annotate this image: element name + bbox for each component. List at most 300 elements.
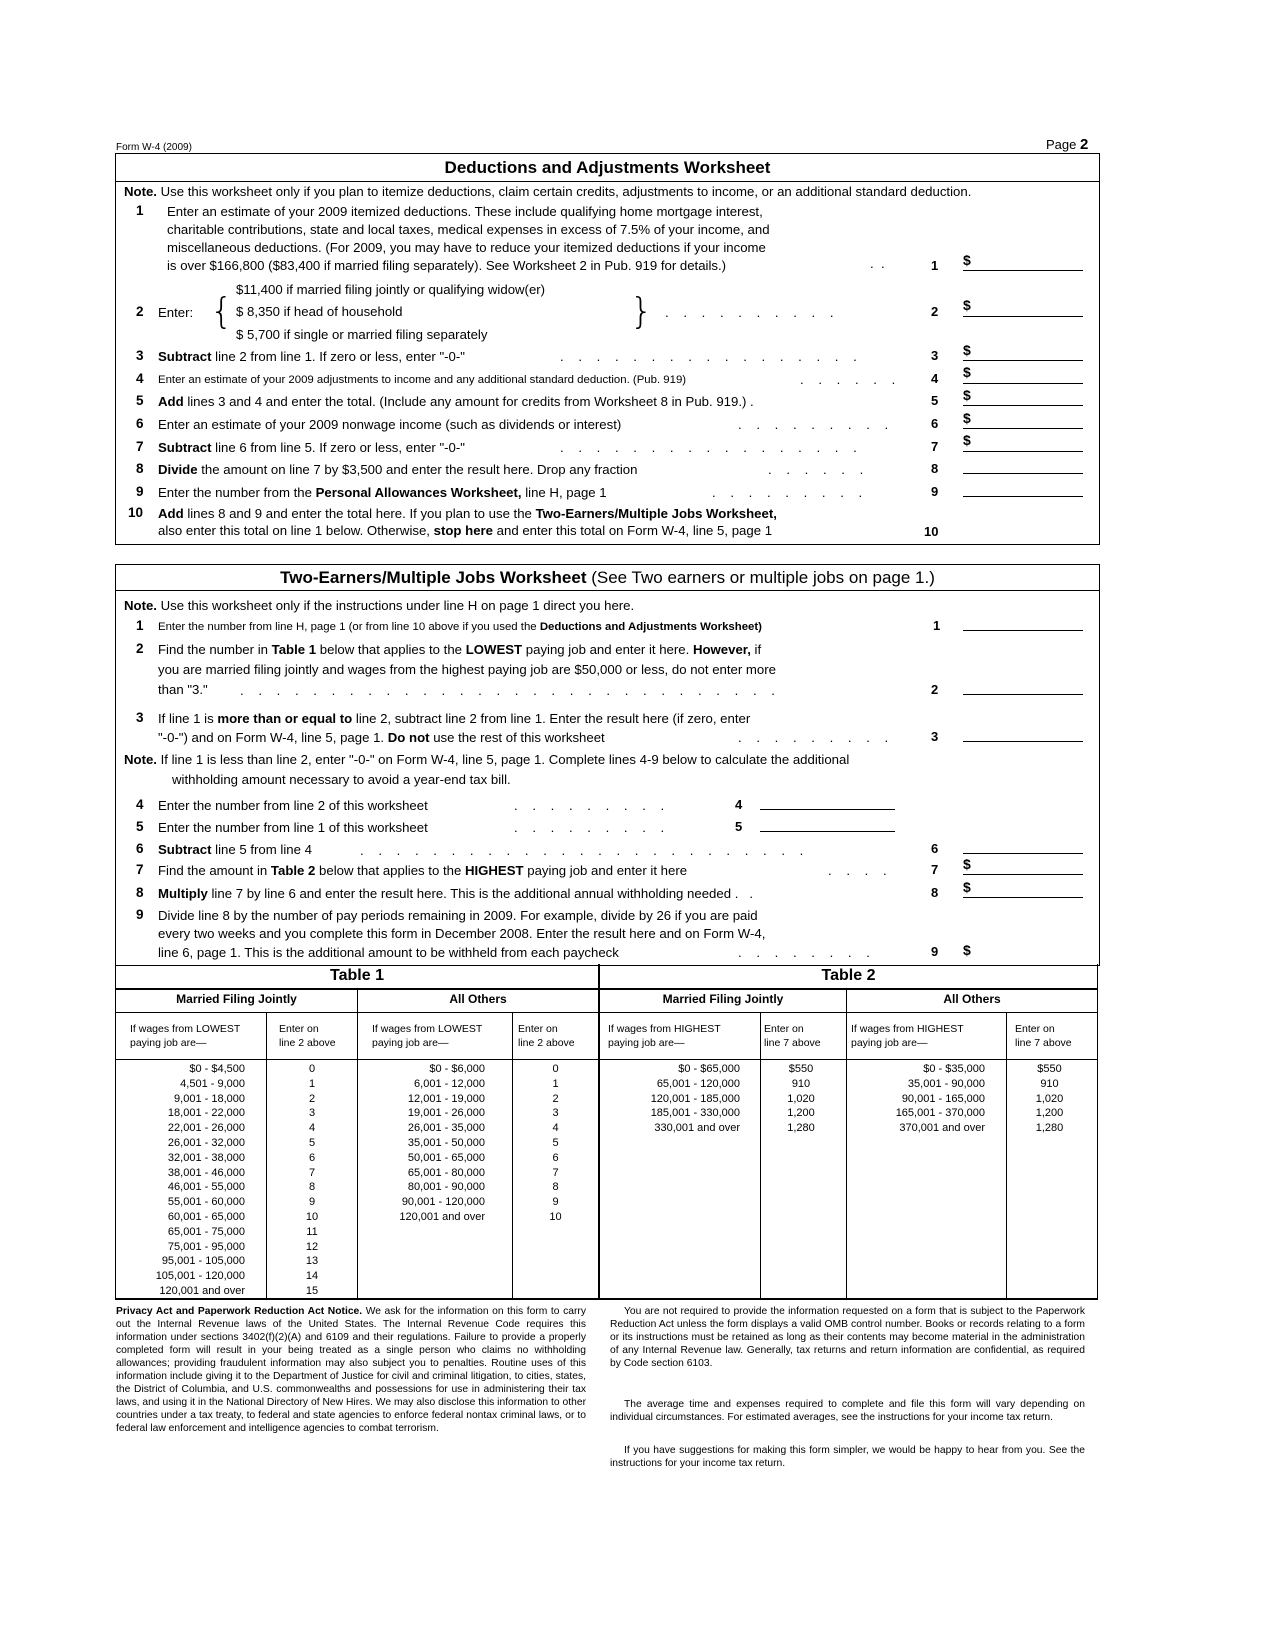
col-divider bbox=[760, 1012, 761, 1298]
table-cell: 4 bbox=[308, 1122, 316, 1135]
t2-all-wage-hdr bbox=[851, 1022, 964, 1050]
line-text: paying job and enter it here. bbox=[525, 642, 690, 657]
table-cell: 1,280 bbox=[787, 1122, 815, 1135]
table-cell: 55,001 - 60,000 bbox=[167, 1196, 245, 1209]
leader-dots: . . . . bbox=[828, 863, 887, 878]
divider bbox=[116, 590, 1099, 591]
table-cell: 9 bbox=[552, 1196, 559, 1209]
table-cell: 12 bbox=[305, 1240, 319, 1253]
row-number: 9 bbox=[931, 484, 939, 499]
bold-text: Divide bbox=[158, 462, 198, 477]
note-label: Note. bbox=[124, 598, 157, 613]
dollar-sign: $ bbox=[963, 856, 971, 872]
line-number: 4 bbox=[136, 371, 144, 386]
table-cell: 1,200 bbox=[1035, 1107, 1064, 1120]
two-note2a bbox=[124, 751, 849, 769]
ded-line4-field[interactable] bbox=[963, 383, 1083, 384]
two-line6 bbox=[158, 841, 312, 859]
two-line9b: every two weeks and you complete this form in December 2008. Enter the result here and on Form W-4, bbox=[158, 926, 766, 941]
ded-line9-field[interactable] bbox=[963, 496, 1083, 497]
dollar-sign: $ bbox=[963, 297, 971, 313]
dollar-sign: $ bbox=[963, 252, 971, 268]
row-number: 6 bbox=[931, 841, 939, 856]
table-cell: 165,001 - 370,000 bbox=[895, 1107, 985, 1120]
page-number-value: 2 bbox=[1080, 136, 1089, 153]
divider bbox=[116, 181, 1099, 182]
leader-dots: . . . . . . . . . bbox=[712, 485, 863, 500]
table-cell: 7 bbox=[308, 1166, 316, 1179]
table-bottom-rule bbox=[115, 1298, 1098, 1300]
dollar-sign: $ bbox=[963, 942, 971, 958]
table-cell: 5 bbox=[308, 1136, 316, 1149]
two-line4: Enter the number from line 2 of this worksheet bbox=[158, 798, 428, 813]
two-line4-field[interactable] bbox=[760, 809, 895, 810]
table-cell: 13 bbox=[305, 1255, 319, 1268]
privacy-notice-right2: The average time and expenses required to complete and file this form will vary depending on individual circumstances. For estimated averages, see the instructions for your income tax return. bbox=[610, 1399, 1085, 1423]
row-number: 4 bbox=[735, 797, 743, 812]
table-cell: 75,001 - 95,000 bbox=[167, 1240, 245, 1253]
line-text: line H, page 1 bbox=[525, 485, 607, 500]
row-number: 6 bbox=[931, 416, 939, 431]
two-earners-title bbox=[116, 568, 1099, 588]
line-text: Find the number in bbox=[158, 642, 268, 657]
table1-all-enter bbox=[513, 1062, 598, 1225]
dollar-sign: $ bbox=[963, 432, 971, 448]
bold-text: Table 1 bbox=[271, 642, 317, 657]
hdr-line: line 2 above bbox=[279, 1037, 336, 1049]
table-cell: 910 bbox=[1040, 1077, 1059, 1090]
table-cell: 6 bbox=[552, 1151, 559, 1164]
hdr-line: If wages from LOWEST bbox=[130, 1023, 241, 1035]
table-cell: 1,280 bbox=[1035, 1122, 1064, 1135]
bold-text: stop here bbox=[433, 523, 493, 538]
ded-line3-field[interactable] bbox=[963, 360, 1083, 361]
row-number: 2 bbox=[931, 304, 939, 319]
bold-text: Personal Allowances Worksheet, bbox=[315, 485, 522, 500]
line-text: paying job and enter it here bbox=[527, 863, 688, 878]
hdr-line: Enter on bbox=[518, 1023, 558, 1035]
hdr-line: Enter on bbox=[279, 1023, 319, 1035]
bold-text: HIGHEST bbox=[464, 863, 524, 878]
table-cell: 4 bbox=[552, 1122, 559, 1135]
leader-dots: . . . . . . . . . . . . . . . . . bbox=[560, 349, 857, 364]
bold-text: Deductions and Adjustments Worksheet) bbox=[539, 621, 762, 633]
line-number: 8 bbox=[136, 885, 144, 900]
table1-mfj-wages bbox=[120, 1062, 245, 1299]
ded-line9 bbox=[158, 484, 607, 502]
leader-dots: . . . . . . . . . . . . . . . . . . . . . . . . . . . . . . bbox=[240, 683, 775, 698]
line-number: 10 bbox=[128, 505, 144, 520]
note-text: If line 1 is less than line 2, enter "-0-" on Form W-4, line 5, page 1. Complete lines 4-9 below to calculate the additional bbox=[160, 752, 850, 767]
ded-line1b: charitable contributions, state and local taxes, medical expenses in excess of 7.5% of your income, and bbox=[167, 222, 770, 237]
hdr-line: paying job are— bbox=[608, 1037, 685, 1049]
row-number: 1 bbox=[933, 618, 941, 633]
table-cell: $0 - $35,000 bbox=[923, 1063, 985, 1075]
form-label: Form W-4 (2009) bbox=[116, 142, 192, 153]
ded-line7 bbox=[158, 439, 465, 457]
table-subhdr-rule bbox=[115, 1059, 1098, 1060]
dollar-sign: $ bbox=[963, 879, 971, 895]
two-line8-field[interactable] bbox=[963, 897, 1083, 898]
two-line2c: than "3." bbox=[158, 682, 208, 697]
hdr-line: Enter on bbox=[764, 1023, 804, 1035]
table1-all-wages bbox=[360, 1062, 485, 1225]
table-cell: 3 bbox=[552, 1107, 559, 1120]
table-cell: 8 bbox=[552, 1181, 559, 1194]
table-cell: 0 bbox=[308, 1063, 316, 1075]
two-line3-field[interactable] bbox=[963, 741, 1083, 742]
dollar-sign: $ bbox=[963, 410, 971, 426]
row-number: 5 bbox=[931, 393, 939, 408]
line-text: use the rest of this worksheet bbox=[433, 730, 605, 745]
line-number: 6 bbox=[136, 841, 144, 856]
table-cell: 370,001 and over bbox=[899, 1122, 985, 1135]
table-cell: 9 bbox=[308, 1196, 316, 1209]
t2-mfj-wage-hdr bbox=[608, 1022, 721, 1050]
line-text: Find the amount in bbox=[158, 863, 268, 878]
table-cell: $0 - $6,000 bbox=[429, 1063, 485, 1075]
table-cell: 0 bbox=[552, 1063, 559, 1075]
ded-line1c: miscellaneous deductions. (For 2009, you may have to reduce your itemized deductions if your income bbox=[167, 240, 766, 255]
table-cell: 120,001 and over bbox=[159, 1284, 245, 1297]
t1-mfj-wage-hdr bbox=[130, 1022, 240, 1050]
t2-all-enter-hdr bbox=[1015, 1022, 1072, 1050]
line-text: and enter this total on Form W-4, line 5, page 1 bbox=[496, 523, 773, 538]
col-divider bbox=[1006, 1012, 1007, 1298]
page-label: Page bbox=[1046, 137, 1077, 152]
table-title-rule bbox=[115, 988, 1098, 990]
page-number bbox=[1046, 136, 1088, 153]
bold-text: Add bbox=[158, 506, 184, 521]
table2-divider bbox=[846, 988, 847, 1298]
line-number: 4 bbox=[136, 797, 144, 812]
ded-line2a: $11,400 if married filing jointly or qualifying widow(er) bbox=[236, 282, 546, 297]
line-text: the amount on line 7 by $3,500 and enter the result here. Drop any fraction bbox=[201, 462, 638, 477]
row-number: 9 bbox=[931, 944, 939, 959]
table-cell: 6,001 - 12,000 bbox=[414, 1077, 485, 1090]
table-cell: 1,020 bbox=[1035, 1092, 1064, 1105]
table-cell: 18,001 - 22,000 bbox=[167, 1107, 245, 1120]
line-number: 2 bbox=[136, 304, 144, 319]
table-cell: 9,001 - 18,000 bbox=[174, 1092, 245, 1105]
two-line5: Enter the number from line 1 of this worksheet bbox=[158, 820, 428, 835]
two-line1-field[interactable] bbox=[963, 630, 1083, 631]
table-cell: 4,501 - 9,000 bbox=[180, 1077, 245, 1090]
bold-text: Subtract bbox=[158, 842, 212, 857]
table-cell: 5 bbox=[552, 1136, 559, 1149]
row-number: 8 bbox=[931, 461, 939, 476]
line-number: 5 bbox=[136, 819, 144, 834]
note-label: Note. bbox=[124, 184, 157, 199]
privacy-notice-right3: If you have suggestions for making this form simpler, we would be happy to hear from you. See the instructions for your income tax return. bbox=[610, 1445, 1085, 1469]
line-text: Enter the number from line H, page 1 (or from line 10 above if you used the bbox=[158, 621, 537, 633]
line-text: lines 3 and 4 and enter the total. (Include any amount for credits from Worksheet 8 in Pub. 919.) bbox=[187, 394, 747, 409]
leader-dots: . . . . . . . . . bbox=[514, 820, 665, 835]
ded-line10b bbox=[158, 522, 772, 540]
deductions-title: Deductions and Adjustments Worksheet bbox=[444, 158, 771, 177]
two-line3b bbox=[158, 729, 605, 747]
leader-dots: . . bbox=[870, 256, 885, 271]
dollar-sign: $ bbox=[963, 342, 971, 358]
bold-text: more than or equal to bbox=[217, 711, 353, 726]
table-cell: 185,001 - 330,000 bbox=[650, 1107, 740, 1120]
two-line7 bbox=[158, 862, 687, 880]
two-line9a: Divide line 8 by the number of pay periods remaining in 2009. For example, divide by 26 if you are paid bbox=[158, 908, 758, 923]
table-cell: 8 bbox=[308, 1181, 316, 1194]
line-number: 1 bbox=[136, 203, 144, 218]
line-text: If line 1 is bbox=[158, 711, 214, 726]
note-text: Use this worksheet only if you plan to itemize deductions, claim certain credits, adjustments to income, or an additional standard deduction. bbox=[160, 184, 972, 199]
table-cell: $550 bbox=[788, 1063, 814, 1075]
leader-dots: . . . . . . . . . . . . . . . . . . . . . . . . . bbox=[360, 843, 804, 858]
table-border-left bbox=[115, 964, 116, 1298]
table-cell: 10 bbox=[305, 1210, 319, 1223]
table-cell: 80,001 - 90,000 bbox=[407, 1181, 485, 1194]
line-text: "-0-") and on Form W-4, line 5, page 1. bbox=[158, 730, 385, 745]
ded-line1a: Enter an estimate of your 2009 itemized deductions. These include qualifying home mortgage interest, bbox=[167, 204, 763, 219]
ded-line1d: is over $166,800 ($83,400 if married filing separately). See Worksheet 2 in Pub. 919 for details.) bbox=[167, 258, 727, 273]
ded-line10a bbox=[158, 505, 777, 523]
ded-line8 bbox=[158, 461, 637, 479]
table1-all-title: All Others bbox=[449, 992, 507, 1006]
table2-mfj-enter bbox=[761, 1062, 841, 1136]
ded-line2-label: Enter: bbox=[158, 305, 194, 320]
hdr-line: line 7 above bbox=[764, 1037, 821, 1049]
row-number: 7 bbox=[931, 439, 939, 454]
two-line2b: you are married filing jointly and wages from the highest paying job are $50,000 or less, do not enter more bbox=[158, 662, 776, 677]
table-border-right bbox=[1097, 964, 1098, 1298]
bold-text: Two-Earners/Multiple Jobs Worksheet, bbox=[535, 506, 777, 521]
line-number: 5 bbox=[136, 393, 144, 408]
line-text: line 5 from line 4 bbox=[215, 842, 312, 857]
leader-dots: . . . . . . . . . . bbox=[665, 305, 834, 320]
line-text: below that applies to the bbox=[319, 863, 462, 878]
table-cell: 11 bbox=[306, 1225, 318, 1238]
row-number: 10 bbox=[924, 524, 939, 539]
line-number: 7 bbox=[136, 439, 144, 454]
two-line5-field[interactable] bbox=[760, 831, 895, 832]
hdr-line: line 7 above bbox=[1015, 1037, 1072, 1049]
table1-mfj-title: Married Filing Jointly bbox=[176, 992, 297, 1006]
leader-dots: . . . . . . bbox=[800, 372, 896, 387]
line-text: if bbox=[754, 642, 762, 657]
bold-text: Do not bbox=[387, 730, 430, 745]
table-cell: 2 bbox=[308, 1092, 316, 1105]
line-number: 9 bbox=[136, 484, 144, 499]
table-cell: 120,001 and over bbox=[399, 1210, 485, 1223]
line-number: 3 bbox=[136, 348, 144, 363]
table-cell: 35,001 - 50,000 bbox=[407, 1136, 485, 1149]
ded-line8-field[interactable] bbox=[963, 473, 1083, 474]
table-cell: 120,001 - 185,000 bbox=[650, 1092, 740, 1105]
ded-line2b: $ 8,350 if head of household bbox=[236, 304, 403, 319]
two-line2-field[interactable] bbox=[963, 694, 1083, 695]
row-number: 1 bbox=[931, 258, 939, 273]
table2-mfj-wages bbox=[602, 1062, 740, 1136]
table-cell: 26,001 - 32,000 bbox=[167, 1136, 245, 1149]
table1-title: Table 1 bbox=[330, 967, 384, 984]
line-number: 8 bbox=[136, 461, 144, 476]
bold-text: Add bbox=[158, 394, 184, 409]
bold-text: Subtract bbox=[158, 349, 212, 364]
row-number: 8 bbox=[931, 885, 939, 900]
line-text: lines 8 and 9 and enter the total here. If you plan to use the bbox=[187, 506, 532, 521]
table-cell: 1,200 bbox=[787, 1107, 815, 1120]
leader-dots: . . . . . . . . . . . . . . . . . bbox=[560, 440, 857, 455]
ded-line6-field[interactable] bbox=[963, 428, 1083, 429]
table-cell: 46,001 - 55,000 bbox=[167, 1181, 245, 1194]
privacy-title: Privacy Act and Paperwork Reduction Act Notice. bbox=[116, 1306, 363, 1317]
ded-line4: Enter an estimate of your 2009 adjustments to income and any additional standard deduction. (Pub. 919) bbox=[158, 374, 687, 386]
hdr-line: If wages from HIGHEST bbox=[608, 1023, 721, 1035]
two-line1 bbox=[158, 618, 762, 636]
left-brace: { bbox=[210, 291, 233, 332]
table-cell: 50,001 - 65,000 bbox=[407, 1151, 485, 1164]
table-cell: $0 - $65,000 bbox=[678, 1063, 740, 1075]
ded-line2-field[interactable] bbox=[963, 316, 1083, 317]
row-number: 3 bbox=[931, 729, 939, 744]
line-number: 2 bbox=[136, 641, 144, 656]
tables-divider bbox=[598, 964, 600, 1298]
bold-text: However, bbox=[692, 642, 751, 657]
table-colhdr-rule bbox=[115, 1012, 1098, 1013]
table-cell: 7 bbox=[552, 1166, 559, 1179]
two-note2b: withholding amount necessary to avoid a year-end tax bill. bbox=[172, 772, 511, 787]
table2-all-enter bbox=[1007, 1062, 1092, 1136]
table-cell: 330,001 and over bbox=[654, 1122, 740, 1135]
hdr-line: paying job are— bbox=[851, 1037, 928, 1049]
ded-line6: Enter an estimate of your 2009 nonwage income (such as dividends or interest) bbox=[158, 417, 622, 432]
row-number: 3 bbox=[931, 348, 939, 363]
table-cell: 26,001 - 35,000 bbox=[407, 1122, 485, 1135]
row-number: 7 bbox=[931, 862, 939, 877]
ded-line5: Add lines 3 and 4 and enter the total. (Include any amount for credits from Worksheet 8 in Pub. 919.) . bbox=[158, 394, 754, 409]
row-number: 4 bbox=[931, 371, 939, 386]
ded-note bbox=[124, 183, 971, 201]
leader-dots: . . . . . . . . . bbox=[738, 730, 889, 745]
hdr-line: line 2 above bbox=[518, 1037, 575, 1049]
privacy-notice-left bbox=[116, 1305, 586, 1435]
table2-mfj-title: Married Filing Jointly bbox=[662, 992, 784, 1006]
ded-line1-field[interactable] bbox=[963, 270, 1083, 271]
table-cell: 95,001 - 105,000 bbox=[161, 1255, 245, 1268]
two-line2a bbox=[158, 641, 761, 659]
two-note bbox=[124, 597, 634, 615]
ded-line2c: $ 5,700 if single or married filing separately bbox=[236, 327, 488, 342]
table-cell: 3 bbox=[308, 1107, 316, 1120]
table-cell: 10 bbox=[549, 1210, 562, 1223]
leader-dots: . . . . . . . . . bbox=[514, 798, 665, 813]
line-number: 3 bbox=[136, 710, 144, 725]
table-cell: 1,020 bbox=[787, 1092, 815, 1105]
table-cell: 65,001 - 80,000 bbox=[407, 1166, 485, 1179]
table-cell: 2 bbox=[552, 1092, 559, 1105]
t1-all-wage-hdr bbox=[372, 1022, 482, 1050]
two-line6-field[interactable] bbox=[963, 853, 1083, 854]
table2-title: Table 2 bbox=[821, 967, 876, 984]
table1-divider bbox=[357, 988, 358, 1298]
table-cell: 6 bbox=[308, 1151, 316, 1164]
t1-all-enter-hdr bbox=[518, 1022, 575, 1050]
privacy-notice-right1: You are not required to provide the information requested on a form that is subject to the Paperwork Reduction Act unless the form displays a valid OMB control number. Books or records relating to a form or its instructions must be retained as long as their contents may become material in the administration of any Internal Revenue law. Generally, tax returns and return information are confidential, as required by Code section 6103. bbox=[610, 1306, 1085, 1369]
two-line3a bbox=[158, 710, 750, 728]
table-cell: 12,001 - 19,000 bbox=[407, 1092, 485, 1105]
line-text: below that applies to the bbox=[319, 642, 463, 657]
t2-mfj-enter-hdr bbox=[764, 1022, 821, 1050]
bold-text: Two-Earners/Multiple Jobs Worksheet bbox=[280, 568, 587, 587]
line-text: line 7 by line 6 and enter the result here. This is the additional annual withholding needed bbox=[211, 886, 732, 901]
ded-line5-field[interactable] bbox=[963, 405, 1083, 406]
table-cell: 90,001 - 120,000 bbox=[401, 1196, 485, 1209]
note-text: Use this worksheet only if the instructions under line H on page 1 direct you here. bbox=[160, 598, 635, 613]
bold-text: Multiply bbox=[158, 886, 208, 901]
table-cell: $550 bbox=[1037, 1063, 1062, 1075]
table-cell: 38,001 - 46,000 bbox=[167, 1166, 245, 1179]
table-cell: 65,001 - 75,000 bbox=[167, 1225, 245, 1238]
table-cell: 32,001 - 38,000 bbox=[167, 1151, 245, 1164]
table-cell: 90,001 - 165,000 bbox=[901, 1092, 985, 1105]
right-brace: } bbox=[630, 291, 653, 332]
two-line7-field[interactable] bbox=[963, 874, 1083, 875]
line-text: line 2 from line 1. If zero or less, enter "-0-" bbox=[215, 349, 465, 364]
hdr-line: If wages from HIGHEST bbox=[851, 1023, 964, 1035]
table-cell: 19,001 - 26,000 bbox=[407, 1107, 485, 1120]
dollar-sign: $ bbox=[963, 387, 971, 403]
privacy-text: We ask for the information on this form to carry out the Internal Revenue laws of the United States. The Internal Revenue Code requires this information under sections 3402(f)(2)(A) and 6109 and their regulations. Failure to provide a properly completed form will result in your being treated as a single person who claims no withholding allowances; providing fraudulent information may also subject you to penalties. Routine uses of this information include giving it to the Department of Justice for civil and criminal litigation, to cities, states, the District of Columbia, and U.S. commonwealths and possessions for use in administering their tax laws, and using it in the National Directory of New Hires. We may also disclose this information to other countries under a tax treaty, to federal and state agencies to enforce federal nontax criminal laws, or to federal law enforcement and intelligence agencies to combat terrorism. bbox=[116, 1306, 586, 1434]
bold-text: LOWEST bbox=[465, 642, 523, 657]
title-text: (See Two earners or multiple jobs on page 1.) bbox=[591, 568, 935, 587]
row-number: 5 bbox=[735, 819, 743, 834]
bold-text: Table 2 bbox=[270, 863, 316, 878]
hdr-line: paying job are— bbox=[372, 1037, 449, 1049]
table-cell: 105,001 - 120,000 bbox=[155, 1270, 245, 1283]
table-cell: 1 bbox=[552, 1077, 559, 1090]
note-label: Note. bbox=[124, 752, 157, 767]
table-cell: 60,001 - 65,000 bbox=[167, 1210, 245, 1223]
ded-line3 bbox=[158, 348, 465, 366]
line-number: 7 bbox=[136, 862, 144, 877]
two-line8: Multiply line 7 by line 6 and enter the result here. This is the additional annual withholding needed . . bbox=[158, 886, 754, 901]
leader-dots: . . . . . . . . bbox=[738, 945, 870, 960]
hdr-line: Enter on bbox=[1015, 1023, 1055, 1035]
ded-line7-field[interactable] bbox=[963, 451, 1083, 452]
line-text: line 2, subtract line 2 from line 1. Enter the result here (if zero, enter bbox=[355, 711, 751, 726]
table-cell: 35,001 - 90,000 bbox=[907, 1077, 985, 1090]
table2-all-wages bbox=[850, 1062, 985, 1136]
line-number: 6 bbox=[136, 416, 144, 431]
hdr-line: paying job are— bbox=[130, 1037, 207, 1049]
row-number: 2 bbox=[931, 682, 939, 697]
table2-all-title: All Others bbox=[943, 992, 1001, 1006]
table-cell: 1 bbox=[308, 1077, 316, 1090]
table-cell: 910 bbox=[791, 1077, 811, 1090]
table-cell: 15 bbox=[305, 1284, 319, 1297]
table-cell: 65,001 - 120,000 bbox=[656, 1077, 740, 1090]
line-text: line 6 from line 5. If zero or less, enter "-0-" bbox=[215, 440, 465, 455]
hdr-line: If wages from LOWEST bbox=[372, 1023, 483, 1035]
leader-dots: . . . . . . . . . bbox=[738, 417, 889, 432]
table-cell: 22,001 - 26,000 bbox=[167, 1122, 245, 1135]
t1-mfj-enter-hdr bbox=[279, 1022, 336, 1050]
bold-text: Subtract bbox=[158, 440, 212, 455]
line-text: Enter the number from the bbox=[158, 485, 312, 500]
table-cell: $0 - $4,500 bbox=[189, 1063, 245, 1075]
line-number: 9 bbox=[136, 907, 144, 922]
line-text: also enter this total on line 1 below. Otherwise, bbox=[158, 523, 430, 538]
line-number: 1 bbox=[136, 618, 144, 633]
dollar-sign: $ bbox=[963, 364, 971, 380]
two-line9c: line 6, page 1. This is the additional amount to be withheld from each paycheck bbox=[158, 945, 619, 960]
